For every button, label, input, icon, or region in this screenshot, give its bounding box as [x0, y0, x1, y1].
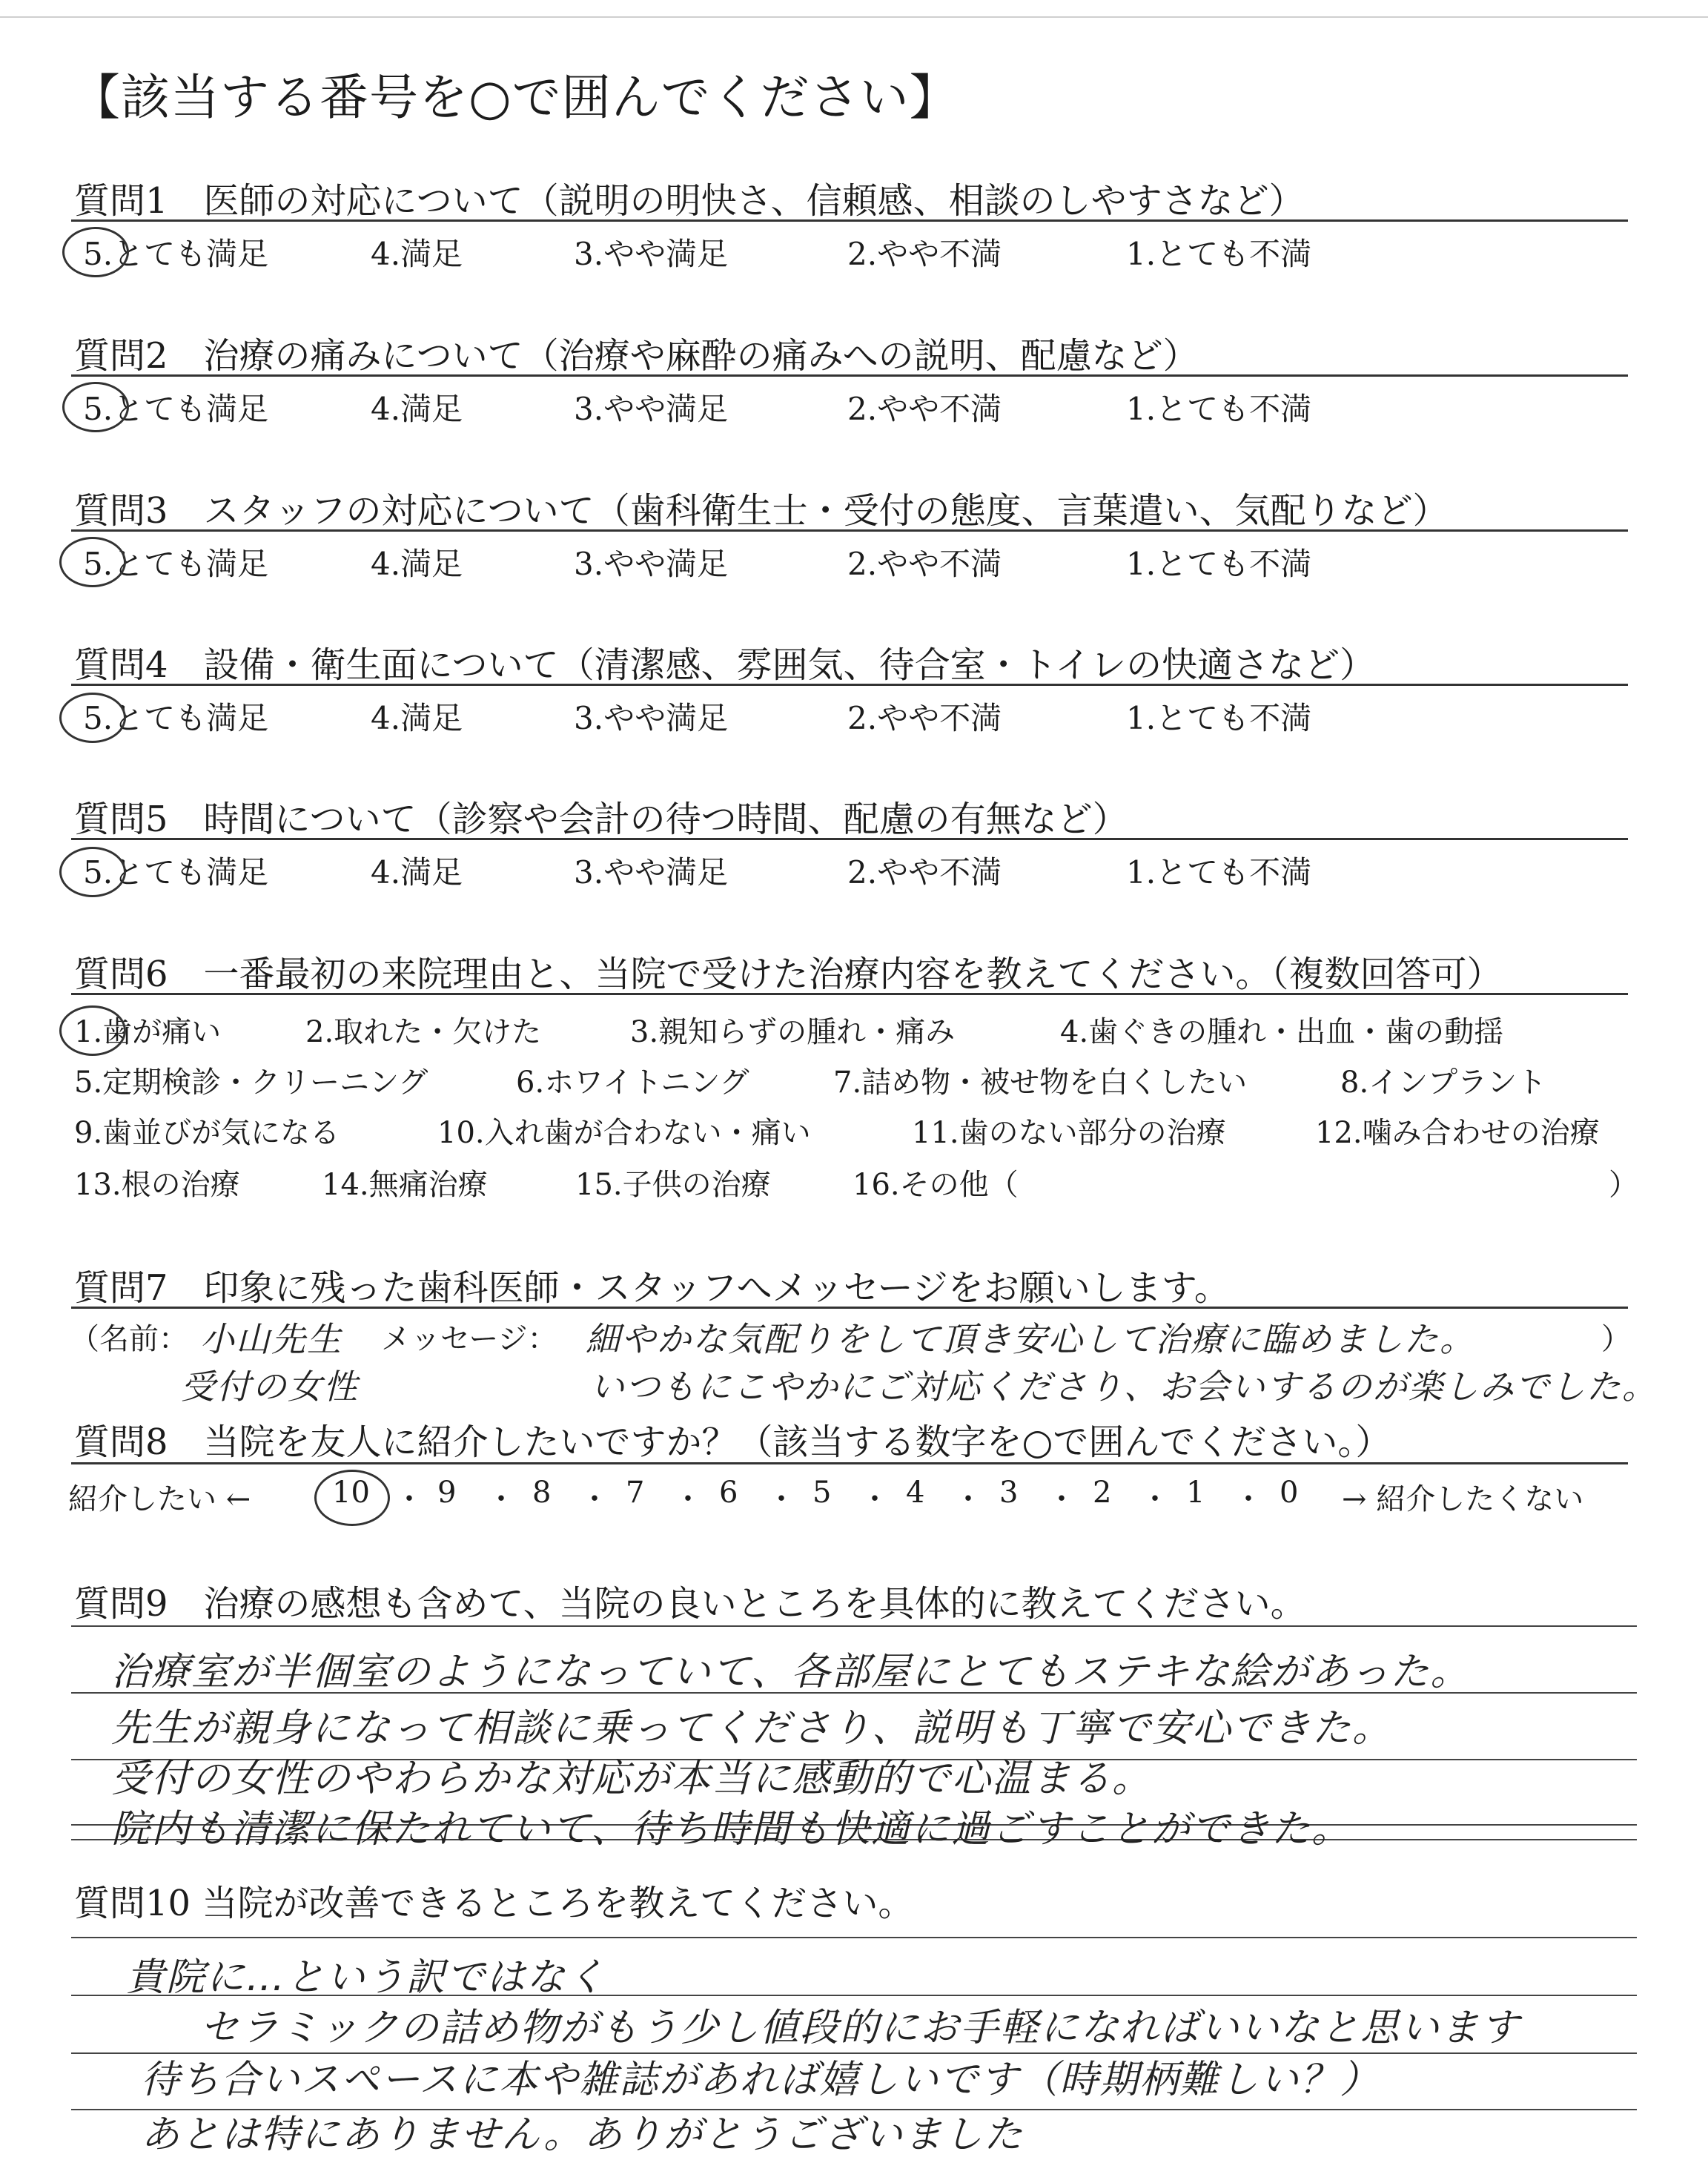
q8-selection-circle [314, 1470, 390, 1526]
q8-scale-4[interactable]: 4 [906, 1476, 925, 1510]
question-2-title: 質問2 治療の痛みについて（治療や麻酔の痛みへの説明、配慮など） [74, 335, 1199, 377]
q1-option-5[interactable]: 5.とても満足 [83, 236, 269, 272]
question-5-title: 質問5 時間について（診察や会計の待つ時間、配慮の有無など） [74, 799, 1128, 840]
q2-option-4[interactable]: 4.満足 [371, 391, 463, 427]
page-heading: 【該当する番号を○で囲んでください】 [71, 69, 959, 126]
q5-option-2[interactable]: 2.やや不満 [847, 854, 1002, 891]
q5-option-4[interactable]: 4.満足 [371, 854, 463, 891]
q6-option-11[interactable]: 11.歯のない部分の治療 [912, 1116, 1226, 1150]
q10-answer-line-2[interactable]: セラミックの詰め物がもう少し値段的にお手軽になればいいなと思います [200, 2006, 1520, 2050]
q6-option-5[interactable]: 5.定期検診・クリーニング [74, 1066, 428, 1100]
q6-option-15[interactable]: 15.子供の治療 [575, 1168, 771, 1202]
q9-answer-rule [71, 1625, 1637, 1627]
q3-option-4[interactable]: 4.満足 [371, 546, 463, 582]
question-6-title: 質問6 一番最初の来院理由と、当院で受けた治療内容を教えてください。（複数回答可） [74, 954, 1503, 995]
q8-scale-9[interactable]: 9 [437, 1476, 457, 1510]
page-top-edge [0, 16, 1708, 18]
q8-left-label: 紹介したい ← [68, 1482, 251, 1516]
q8-sep: ・ [860, 1482, 890, 1516]
q4-option-5[interactable]: 5.とても満足 [83, 700, 269, 736]
q9-answer-line-2[interactable]: 先生が親身になって相談に乗ってくださり、説明も丁寧で安心できた。 [111, 1706, 1393, 1751]
question-8-rule [71, 1462, 1628, 1464]
q4-option-4[interactable]: 4.満足 [371, 700, 463, 736]
question-1-rule [71, 219, 1628, 222]
q8-scale-8[interactable]: 8 [532, 1476, 552, 1510]
q8-scale-2[interactable]: 2 [1093, 1476, 1112, 1510]
q6-option-2[interactable]: 2.取れた・欠けた [305, 1015, 542, 1049]
q1-option-1[interactable]: 1.とても不満 [1126, 236, 1312, 272]
q4-option-3[interactable]: 3.やや満足 [574, 700, 729, 736]
q8-scale-7[interactable]: 7 [626, 1476, 645, 1510]
question-7-rule [71, 1307, 1628, 1309]
q3-option-1[interactable]: 1.とても不満 [1126, 546, 1312, 582]
q8-scale-10[interactable]: 10 [332, 1476, 370, 1510]
q3-option-5[interactable]: 5.とても満足 [83, 546, 269, 582]
q8-scale-1[interactable]: 1 [1186, 1476, 1205, 1510]
question-8-title: 質問8 当院を友人に紹介したいですか？（該当する数字を○で囲んでください。） [74, 1421, 1391, 1463]
q8-scale-5[interactable]: 5 [812, 1476, 832, 1510]
question-2-rule [71, 374, 1628, 377]
q8-scale-6[interactable]: 6 [719, 1476, 738, 1510]
q1-option-3[interactable]: 3.やや満足 [574, 236, 729, 272]
q2-option-5[interactable]: 5.とても満足 [83, 391, 269, 427]
q4-selection-circle [59, 693, 126, 743]
q3-option-2[interactable]: 2.やや不満 [847, 546, 1002, 582]
q8-sep: ・ [1234, 1482, 1263, 1516]
q5-option-3[interactable]: 3.やや満足 [574, 854, 729, 891]
q8-sep: ・ [1140, 1482, 1170, 1516]
question-5-rule [71, 838, 1628, 840]
q5-option-1[interactable]: 1.とても不満 [1126, 854, 1312, 891]
q5-selection-circle [59, 847, 126, 897]
question-10-title: 質問10 当院が改善できるところを教えてください。 [74, 1883, 914, 1924]
question-4-title: 質問4 設備・衛生面について（清潔感、雰囲気、待合室・トイレの快適さなど） [74, 644, 1376, 686]
q10-answer-rule [71, 1937, 1637, 1938]
q3-option-3[interactable]: 3.やや満足 [574, 546, 729, 582]
q10-answer-line-1[interactable]: 貴院に…という訳ではなく [126, 1955, 607, 2000]
q4-option-1[interactable]: 1.とても不満 [1126, 700, 1312, 736]
q6-option-3[interactable]: 3.親知らずの腫れ・痛み [630, 1015, 956, 1049]
q9-answer-line-1[interactable]: 治療室が半個室のようになっていて、各部屋にとてもステキな絵があった。 [111, 1650, 1471, 1694]
q7-name-label: （名前： [70, 1322, 188, 1356]
q9-answer-line-4[interactable]: 院内も清潔に保たれていて、待ち時間も快適に過ごすことができた。 [111, 1807, 1351, 1852]
q6-option-16[interactable]: 16.その他（ [853, 1168, 1019, 1202]
q6-selection-circle [59, 1005, 126, 1056]
q10-answer-line-3[interactable]: 待ち合いスペースに本や雑誌があれば嬉しいです（時期柄難しい？） [141, 2058, 1380, 2102]
q6-option-8[interactable]: 8.インプラント [1340, 1066, 1547, 1100]
q8-right-label: → 紹介したくない [1342, 1482, 1584, 1516]
q6-option-6[interactable]: 6.ホワイトニング [516, 1066, 749, 1100]
q6-option-1[interactable]: 1.歯が痛い [74, 1015, 222, 1049]
q8-scale-3[interactable]: 3 [999, 1476, 1019, 1510]
question-6-rule [71, 993, 1628, 995]
q7-name-2[interactable]: 受付の女性 [181, 1367, 359, 1407]
question-4-rule [71, 684, 1628, 686]
q6-option-13[interactable]: 13.根の治療 [74, 1168, 240, 1202]
q6-option-10[interactable]: 10.入れ歯が合わない・痛い [437, 1116, 811, 1150]
q7-name-1[interactable]: 小山先生 [200, 1319, 342, 1359]
question-9-title: 質問9 治療の感想も含めて、当院の良いところを具体的に教えてください。 [74, 1583, 1306, 1625]
q8-sep: ・ [953, 1482, 983, 1516]
q5-option-5[interactable]: 5.とても満足 [83, 854, 269, 891]
question-7-title: 質問7 印象に残った歯科医師・スタッフへメッセージをお願いします。 [74, 1267, 1230, 1309]
q7-message-2[interactable]: いつもにこやかにご対応くださり、お会いするのが楽しみでした。 [590, 1367, 1658, 1407]
q1-option-4[interactable]: 4.満足 [371, 236, 463, 272]
q2-selection-circle [62, 382, 129, 432]
q8-scale-0[interactable]: 0 [1280, 1476, 1299, 1510]
q8-sep: ・ [1047, 1482, 1076, 1516]
q3-selection-circle [59, 537, 126, 587]
q2-option-2[interactable]: 2.やや不満 [847, 391, 1002, 427]
q2-option-3[interactable]: 3.やや満足 [574, 391, 729, 427]
q6-option-12[interactable]: 12.噛み合わせの治療 [1315, 1116, 1600, 1150]
q8-sep: ・ [394, 1482, 424, 1516]
q1-option-2[interactable]: 2.やや不満 [847, 236, 1002, 272]
q6-option-7[interactable]: 7.詰め物・被せ物を白くしたい [833, 1066, 1248, 1100]
q6-option-14[interactable]: 14.無痛治療 [322, 1168, 488, 1202]
question-3-rule [71, 529, 1628, 532]
q6-option-4[interactable]: 4.歯ぐきの腫れ・出血・歯の動揺 [1060, 1015, 1504, 1049]
q8-sep: ・ [580, 1482, 609, 1516]
q8-sep: ・ [673, 1482, 703, 1516]
q6-option-16-close: ） [1609, 1168, 1638, 1202]
q7-message-1[interactable]: 細やかな気配りをして頂き安心して治療に臨めました。 [586, 1319, 1475, 1359]
question-1-title: 質問1 医師の対応について（説明の明快さ、信頼感、相談のしやすさなど） [74, 180, 1305, 222]
q10-answer-line-4[interactable]: あとは特にありません。ありがとうございました [141, 2113, 1025, 2157]
q9-answer-line-3[interactable]: 受付の女性のやわらかな対応が本当に感動的で心温まる。 [111, 1757, 1153, 1801]
q1-selection-circle [62, 227, 129, 277]
q6-option-9[interactable]: 9.歯並びが気になる [74, 1116, 340, 1150]
question-3-title: 質問3 スタッフの対応について（歯科衛生士・受付の態度、言葉遣い、気配りなど） [74, 490, 1449, 532]
q7-close-paren: ） [1601, 1322, 1631, 1356]
q8-sep: ・ [486, 1482, 516, 1516]
q2-option-1[interactable]: 1.とても不満 [1126, 391, 1312, 427]
q4-option-2[interactable]: 2.やや不満 [847, 700, 1002, 736]
q8-sep: ・ [767, 1482, 796, 1516]
q7-message-label: メッセージ： [381, 1322, 557, 1356]
